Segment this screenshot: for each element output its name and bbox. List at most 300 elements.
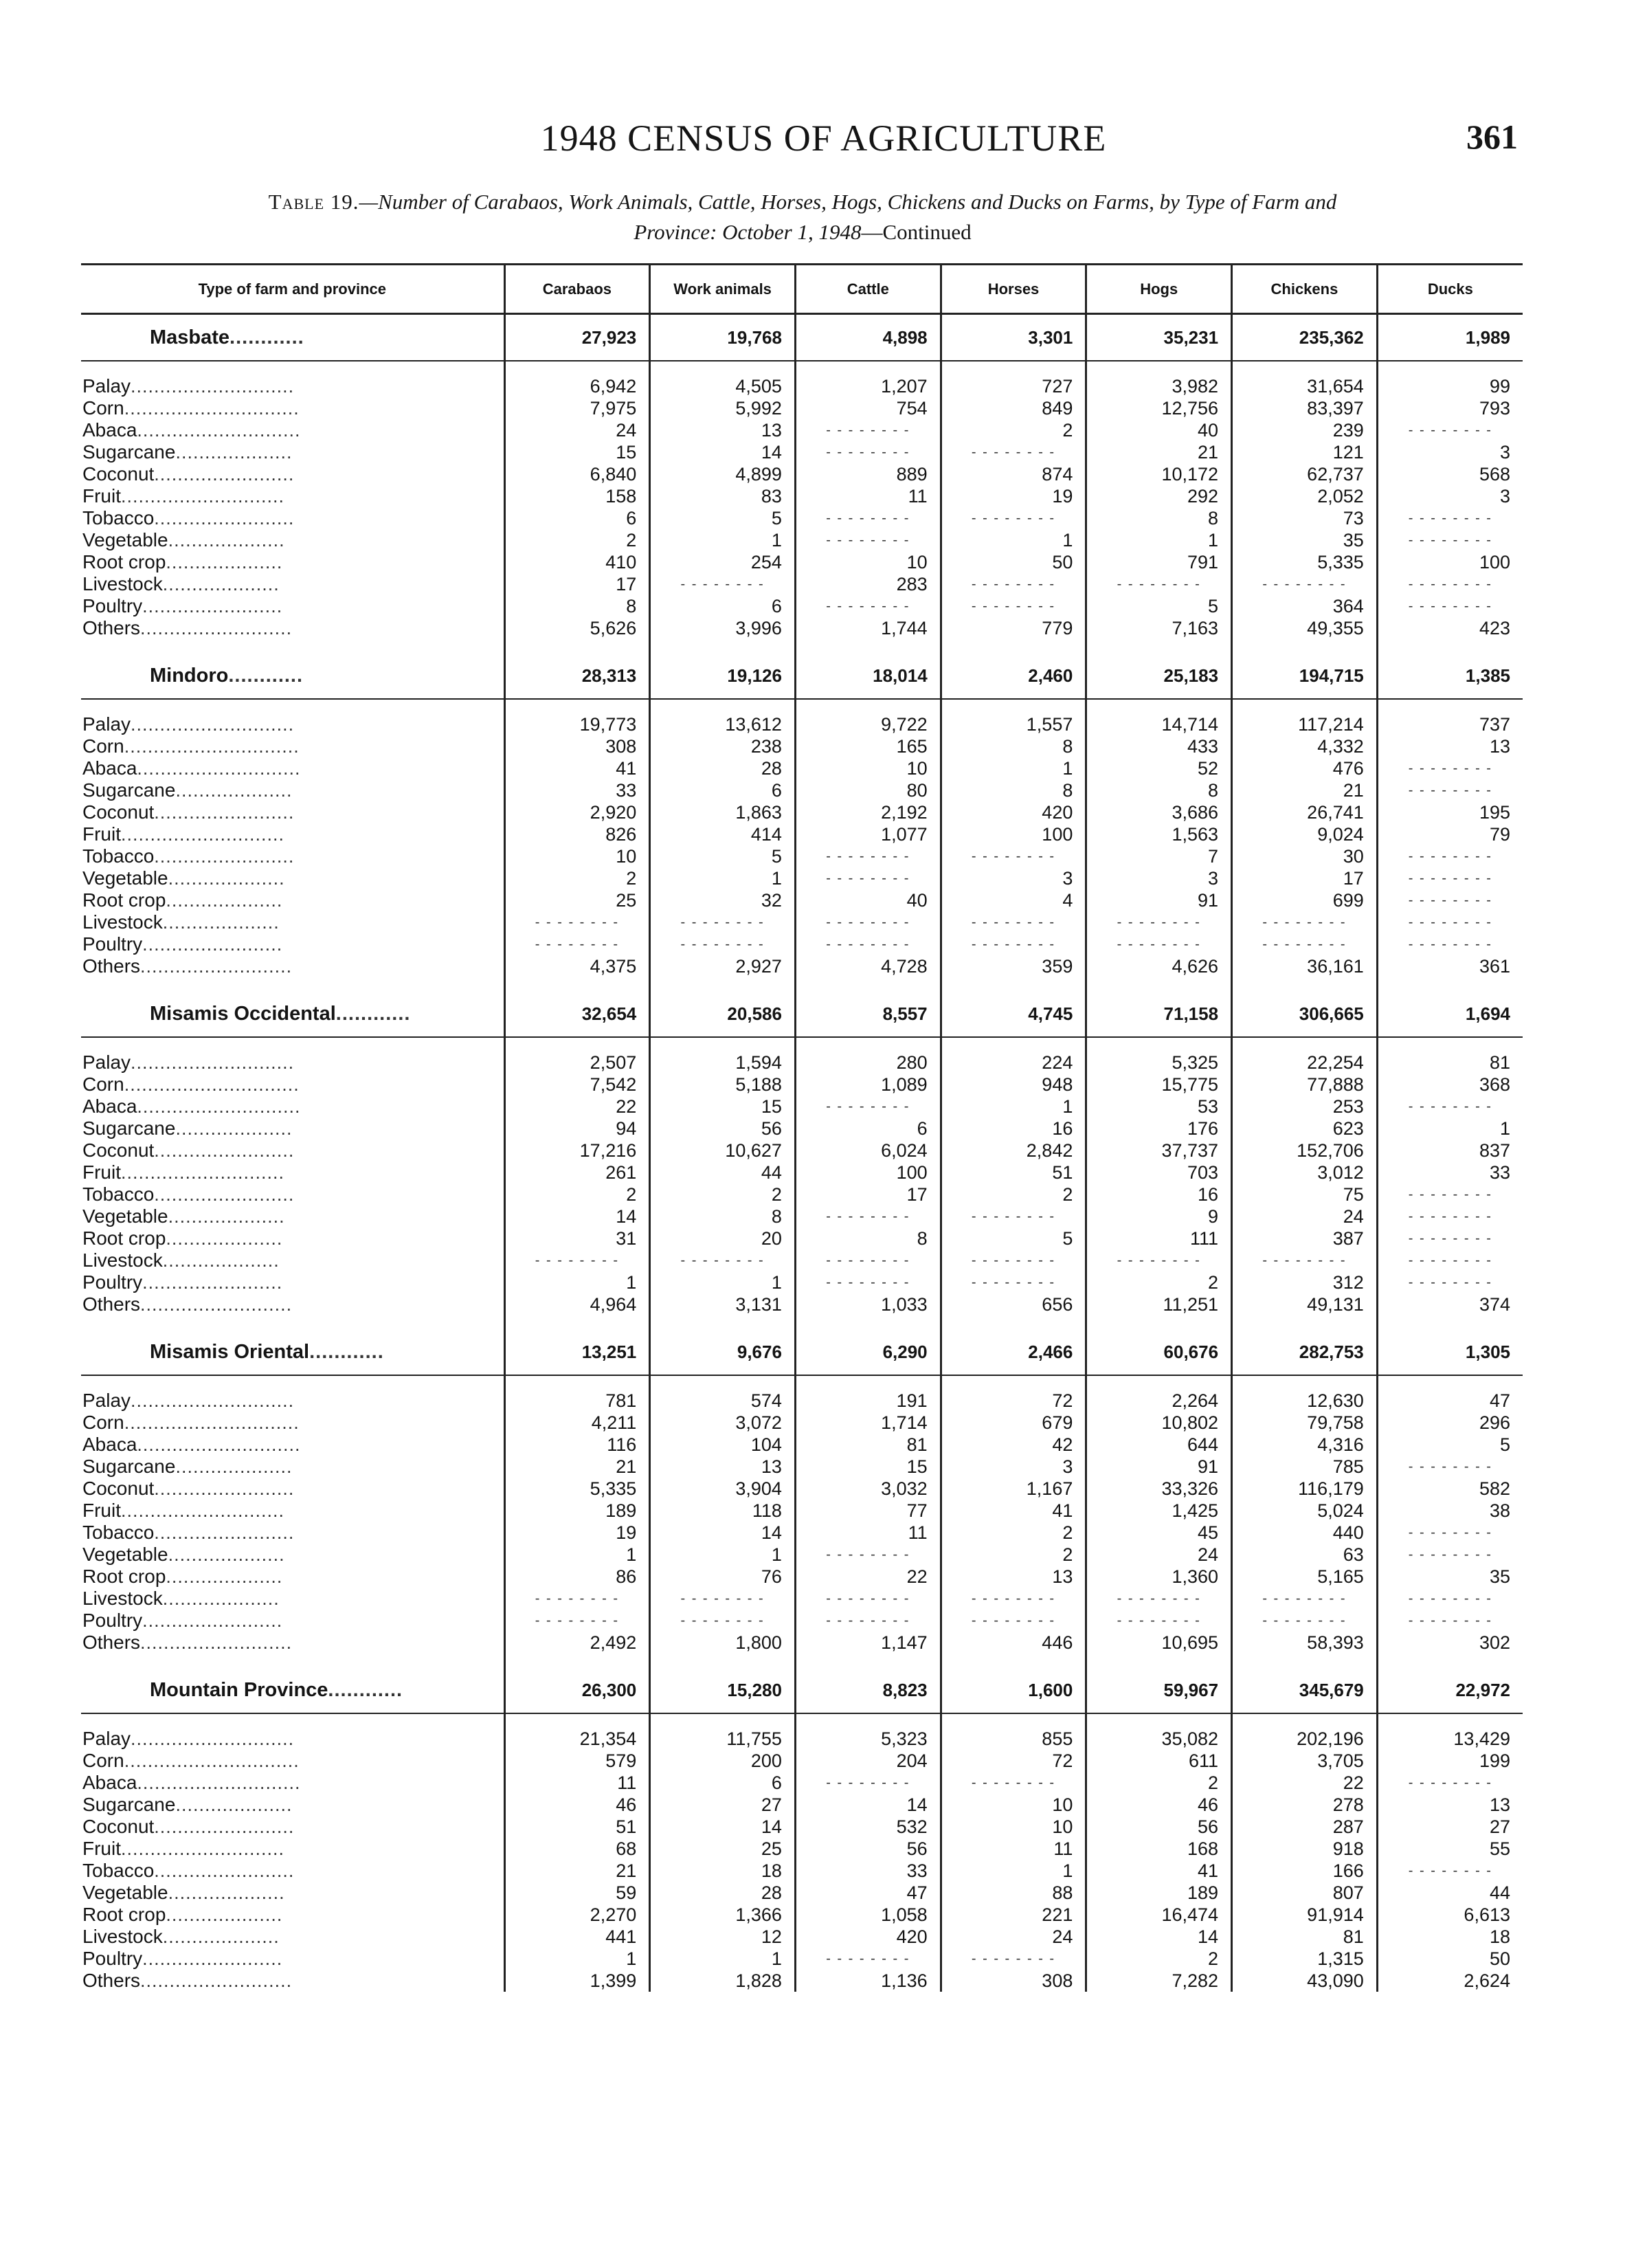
- value-cell: 11,251: [1086, 1293, 1232, 1315]
- farm-type-label: Root crop: [82, 551, 166, 572]
- table-body: [81, 314, 1523, 1992]
- empty-cell: - - - - - - - -: [504, 1588, 650, 1610]
- table-row: [81, 757, 1523, 779]
- farm-type-cell: [81, 735, 504, 757]
- farm-type-cell: [81, 1588, 504, 1610]
- empty-cell: - - - - - - - -: [1377, 889, 1523, 911]
- value-cell: 308: [941, 1970, 1086, 1992]
- table-row: [81, 1544, 1523, 1566]
- table-row: [81, 1390, 1523, 1412]
- farm-type-cell: [81, 801, 504, 823]
- value-cell: 253: [1232, 1096, 1378, 1118]
- farm-type-label: Root crop: [82, 1904, 166, 1925]
- leader-dots: ....................: [166, 1566, 283, 1587]
- value-cell: 889: [795, 463, 941, 485]
- empty-cell: - - - - - - - -: [1377, 1522, 1523, 1544]
- value-cell: 5: [1377, 1434, 1523, 1456]
- farm-type-label: Livestock: [82, 1249, 163, 1271]
- farm-type-cell: [81, 1161, 504, 1183]
- farm-type-label: Root crop: [82, 1227, 166, 1249]
- value-cell: 7,163: [1086, 617, 1232, 639]
- farm-type-cell: [81, 1750, 504, 1772]
- spacer-row: [81, 699, 1523, 713]
- column-header: Hogs: [1086, 265, 1232, 314]
- value-cell: 4,332: [1232, 735, 1378, 757]
- empty-cell: - - - - - - - -: [1377, 1096, 1523, 1118]
- table-row: [81, 595, 1523, 617]
- table-row: [81, 1860, 1523, 1882]
- value-cell: 3,012: [1232, 1161, 1378, 1183]
- empty-cell: - - - - - - - -: [1232, 911, 1378, 933]
- value-cell: 16: [1086, 1183, 1232, 1205]
- empty-cell: - - - - - - - -: [795, 845, 941, 867]
- value-cell: 387: [1232, 1227, 1378, 1249]
- province-total-cell: 282,753: [1232, 1329, 1378, 1375]
- leader-dots: ..............................: [124, 1074, 300, 1095]
- value-cell: 6: [650, 779, 796, 801]
- empty-cell: - - - - - - - -: [795, 1610, 941, 1632]
- province-total-cell: 19,768: [650, 314, 796, 362]
- empty-cell: - - - - - - - -: [650, 911, 796, 933]
- column-header: Work animals: [650, 265, 796, 314]
- value-cell: 11: [795, 1522, 941, 1544]
- value-cell: 6: [504, 507, 650, 529]
- column-header: Ducks: [1377, 265, 1523, 314]
- table-title-line2: Province: October 1, 1948: [634, 220, 862, 244]
- value-cell: 50: [1377, 1948, 1523, 1970]
- value-cell: 9,722: [795, 713, 941, 735]
- province-total-cell: 1,989: [1377, 314, 1523, 362]
- value-cell: 1,058: [795, 1904, 941, 1926]
- empty-cell: - - - - - - - -: [795, 1096, 941, 1118]
- value-cell: 3,072: [650, 1412, 796, 1434]
- value-cell: 15: [650, 1096, 796, 1118]
- spacer-row: [81, 361, 1523, 375]
- province-total-cell: 71,158: [1086, 991, 1232, 1037]
- value-cell: 121: [1232, 441, 1378, 463]
- empty-cell: - - - - - - - -: [941, 933, 1086, 955]
- value-cell: 568: [1377, 463, 1523, 485]
- province-total-cell: 19,126: [650, 653, 796, 699]
- value-cell: 12,756: [1086, 397, 1232, 419]
- table-row: [81, 529, 1523, 551]
- value-cell: 18: [650, 1860, 796, 1882]
- value-cell: 4,211: [504, 1412, 650, 1434]
- value-cell: 51: [941, 1161, 1086, 1183]
- empty-cell: - - - - - - - -: [795, 441, 941, 463]
- value-cell: 1,594: [650, 1052, 796, 1074]
- table-row: [81, 713, 1523, 735]
- table-row: [81, 1096, 1523, 1118]
- value-cell: 28: [650, 757, 796, 779]
- empty-cell: - - - - - - - -: [1232, 1249, 1378, 1271]
- value-cell: 8: [795, 1227, 941, 1249]
- leader-dots: ....................: [175, 442, 293, 463]
- province-total-cell: 345,679: [1232, 1667, 1378, 1713]
- farm-type-cell: [81, 1772, 504, 1794]
- value-cell: 6,613: [1377, 1904, 1523, 1926]
- farm-type-cell: [81, 713, 504, 735]
- value-cell: 4,375: [504, 955, 650, 977]
- empty-cell: - - - - - - - -: [941, 441, 1086, 463]
- leader-dots: ........................: [154, 508, 295, 529]
- farm-type-label: Corn: [82, 735, 124, 757]
- value-cell: 312: [1232, 1271, 1378, 1293]
- value-cell: 1: [650, 1271, 796, 1293]
- province-total-cell: 15,280: [650, 1667, 796, 1713]
- farm-type-label: Tobacco: [82, 1183, 155, 1205]
- table-row: [81, 801, 1523, 823]
- empty-cell: - - - - - - - -: [650, 1249, 796, 1271]
- value-cell: 189: [1086, 1882, 1232, 1904]
- farm-type-label: Livestock: [82, 573, 163, 594]
- province-total-cell: 26,300: [504, 1667, 650, 1713]
- leader-dots: ............: [228, 664, 304, 687]
- province-total-row: [81, 1329, 1523, 1375]
- value-cell: 12,630: [1232, 1390, 1378, 1412]
- farm-type-cell: [81, 1205, 504, 1227]
- value-cell: 14: [1086, 1926, 1232, 1948]
- farm-type-label: Abaca: [82, 1096, 137, 1117]
- value-cell: 72: [941, 1390, 1086, 1412]
- farm-type-cell: [81, 1456, 504, 1478]
- province-total-row: [81, 991, 1523, 1037]
- leader-dots: ....................: [175, 1456, 293, 1477]
- spacer-row: [81, 1654, 1523, 1667]
- value-cell: 195: [1377, 801, 1523, 823]
- value-cell: 420: [941, 801, 1086, 823]
- farm-type-label: Fruit: [82, 1161, 121, 1183]
- table-row: [81, 1412, 1523, 1434]
- value-cell: 280: [795, 1052, 941, 1074]
- leader-dots: ..............................: [124, 736, 300, 757]
- value-cell: 2,270: [504, 1904, 650, 1926]
- farm-type-label: Coconut: [82, 1139, 155, 1161]
- leader-dots: ..........................: [140, 1294, 293, 1315]
- spacer-row: [81, 1375, 1523, 1390]
- empty-cell: - - - - - - - -: [795, 1249, 941, 1271]
- value-cell: 302: [1377, 1632, 1523, 1654]
- value-cell: 611: [1086, 1750, 1232, 1772]
- farm-type-label: Vegetable: [82, 1882, 168, 1903]
- empty-cell: - - - - - - - -: [941, 1772, 1086, 1794]
- table-row: [81, 1948, 1523, 1970]
- value-cell: 420: [795, 1926, 941, 1948]
- farm-type-cell: [81, 955, 504, 977]
- value-cell: 30: [1232, 845, 1378, 867]
- value-cell: 1: [941, 1860, 1086, 1882]
- farm-type-label: Fruit: [82, 823, 121, 845]
- value-cell: 278: [1232, 1794, 1378, 1816]
- value-cell: 24: [1232, 1205, 1378, 1227]
- farm-type-label: Palay: [82, 375, 131, 397]
- value-cell: 918: [1232, 1838, 1378, 1860]
- table-row: [81, 933, 1523, 955]
- value-cell: 254: [650, 551, 796, 573]
- value-cell: 292: [1086, 485, 1232, 507]
- value-cell: 52: [1086, 757, 1232, 779]
- value-cell: 4: [941, 889, 1086, 911]
- farm-type-cell: [81, 507, 504, 529]
- value-cell: 47: [1377, 1390, 1523, 1412]
- farm-type-label: Vegetable: [82, 867, 168, 889]
- value-cell: 40: [795, 889, 941, 911]
- empty-cell: - - - - - - - -: [941, 507, 1086, 529]
- leader-dots: ....................: [162, 574, 280, 594]
- leader-dots: ....................: [168, 530, 285, 551]
- value-cell: 446: [941, 1632, 1086, 1654]
- value-cell: 12: [650, 1926, 796, 1948]
- value-cell: 100: [1377, 551, 1523, 573]
- farm-type-cell: [81, 1728, 504, 1750]
- farm-type-cell: [81, 551, 504, 573]
- empty-cell: - - - - - - - -: [941, 1610, 1086, 1632]
- farm-type-label: Vegetable: [82, 1544, 168, 1565]
- empty-cell: - - - - - - - -: [1377, 595, 1523, 617]
- leader-dots: ....................: [166, 890, 283, 911]
- value-cell: 5,626: [504, 617, 650, 639]
- leader-dots: ....................: [162, 1588, 280, 1609]
- value-cell: 1: [1086, 529, 1232, 551]
- value-cell: 1: [650, 1544, 796, 1566]
- farm-type-label: Abaca: [82, 1772, 137, 1793]
- spacer-row: [81, 1037, 1523, 1052]
- empty-cell: - - - - - - - -: [1232, 933, 1378, 955]
- province-label: Misamis Oriental: [150, 1340, 310, 1363]
- table-label: Table 19.: [268, 190, 359, 214]
- farm-type-cell: [81, 1412, 504, 1434]
- value-cell: 855: [941, 1728, 1086, 1750]
- province-total-cell: 1,385: [1377, 653, 1523, 699]
- value-cell: 1,863: [650, 801, 796, 823]
- farm-type-label: Coconut: [82, 801, 155, 823]
- farm-type-cell: [81, 1544, 504, 1566]
- empty-cell: - - - - - - - -: [1086, 1588, 1232, 1610]
- value-cell: 21: [504, 1456, 650, 1478]
- empty-cell: - - - - - - - -: [1377, 1456, 1523, 1478]
- empty-cell: - - - - - - - -: [1377, 867, 1523, 889]
- value-cell: 826: [504, 823, 650, 845]
- table-row: [81, 1970, 1523, 1992]
- farm-type-cell: [81, 1500, 504, 1522]
- value-cell: 532: [795, 1816, 941, 1838]
- value-cell: 43,090: [1232, 1970, 1378, 1992]
- value-cell: 582: [1377, 1478, 1523, 1500]
- table-row: [81, 507, 1523, 529]
- value-cell: 2: [941, 1522, 1086, 1544]
- farm-type-label: Vegetable: [82, 529, 168, 551]
- value-cell: 9: [1086, 1205, 1232, 1227]
- value-cell: 11: [941, 1838, 1086, 1860]
- empty-cell: - - - - - - - -: [1086, 1249, 1232, 1271]
- value-cell: 165: [795, 735, 941, 757]
- value-cell: 99: [1377, 375, 1523, 397]
- farm-type-cell: [81, 1816, 504, 1838]
- value-cell: 8: [650, 1205, 796, 1227]
- value-cell: 3,131: [650, 1293, 796, 1315]
- value-cell: 91: [1086, 1456, 1232, 1478]
- table-row: [81, 1052, 1523, 1074]
- value-cell: 15: [504, 441, 650, 463]
- value-cell: 22: [795, 1566, 941, 1588]
- column-header: Cattle: [795, 265, 941, 314]
- value-cell: 2,507: [504, 1052, 650, 1074]
- province-total-cell: 28,313: [504, 653, 650, 699]
- value-cell: 16: [941, 1118, 1086, 1139]
- empty-cell: - - - - - - - -: [795, 1948, 941, 1970]
- farm-type-cell: [81, 441, 504, 463]
- value-cell: 22: [504, 1096, 650, 1118]
- value-cell: 221: [941, 1904, 1086, 1926]
- value-cell: 1,744: [795, 617, 941, 639]
- empty-cell: - - - - - - - -: [1377, 529, 1523, 551]
- leader-dots: ............................: [137, 1434, 301, 1455]
- value-cell: 754: [795, 397, 941, 419]
- leader-dots: ....................: [162, 912, 280, 933]
- empty-cell: - - - - - - - -: [941, 1271, 1086, 1293]
- table-row: [81, 1926, 1523, 1948]
- farm-type-cell: [81, 1882, 504, 1904]
- value-cell: 6: [650, 595, 796, 617]
- value-cell: 53: [1086, 1096, 1232, 1118]
- value-cell: 414: [650, 823, 796, 845]
- value-cell: 5,335: [504, 1478, 650, 1500]
- value-cell: 46: [1086, 1794, 1232, 1816]
- province-total-cell: 22,972: [1377, 1667, 1523, 1713]
- farm-type-cell: [81, 1632, 504, 1654]
- leader-dots: ....................: [175, 780, 293, 801]
- province-total-cell: 9,676: [650, 1329, 796, 1375]
- leader-dots: ........................: [154, 846, 295, 867]
- table-title: —Number of Carabaos, Work Animals, Cattle, Horses, Hogs, Chickens and Ducks on Farms, by Type of Farm and: [359, 190, 1337, 214]
- value-cell: 5: [1086, 595, 1232, 617]
- value-cell: 91: [1086, 889, 1232, 911]
- table-row: [81, 1434, 1523, 1456]
- empty-cell: - - - - - - - -: [650, 1610, 796, 1632]
- value-cell: 14: [650, 441, 796, 463]
- table-row: [81, 1478, 1523, 1500]
- value-cell: 807: [1232, 1882, 1378, 1904]
- farm-type-label: Poultry: [82, 595, 143, 616]
- table-row: [81, 1249, 1523, 1271]
- table-row: [81, 889, 1523, 911]
- column-header: Horses: [941, 265, 1086, 314]
- value-cell: 79,758: [1232, 1412, 1378, 1434]
- empty-cell: - - - - - - - -: [941, 1205, 1086, 1227]
- leader-dots: ..........................: [140, 1632, 293, 1653]
- table-row: [81, 735, 1523, 757]
- value-cell: 1,360: [1086, 1566, 1232, 1588]
- value-cell: 168: [1086, 1838, 1232, 1860]
- farm-type-label: Abaca: [82, 757, 137, 779]
- empty-cell: - - - - - - - -: [795, 1544, 941, 1566]
- value-cell: 2: [504, 867, 650, 889]
- table-row: [81, 1882, 1523, 1904]
- value-cell: 77: [795, 1500, 941, 1522]
- leader-dots: ............: [335, 1002, 411, 1025]
- value-cell: 86: [504, 1566, 650, 1588]
- province-total-cell: 235,362: [1232, 314, 1378, 362]
- value-cell: 56: [1086, 1816, 1232, 1838]
- value-cell: 40: [1086, 419, 1232, 441]
- leader-dots: ............................: [137, 1772, 301, 1793]
- value-cell: 3: [1377, 485, 1523, 507]
- leader-dots: ..........................: [140, 956, 293, 977]
- value-cell: 100: [795, 1161, 941, 1183]
- value-cell: 4,505: [650, 375, 796, 397]
- table-row: [81, 1500, 1523, 1522]
- leader-dots: ........................: [142, 934, 283, 955]
- value-cell: 837: [1377, 1139, 1523, 1161]
- value-cell: 699: [1232, 889, 1378, 911]
- farm-type-cell: [81, 1904, 504, 1926]
- value-cell: 11: [504, 1772, 650, 1794]
- farm-type-label: Corn: [82, 1074, 124, 1095]
- farm-type-label: Tobacco: [82, 507, 155, 529]
- farm-type-cell: [81, 1139, 504, 1161]
- value-cell: 19,773: [504, 713, 650, 735]
- value-cell: 31: [504, 1227, 650, 1249]
- farm-type-cell: [81, 889, 504, 911]
- value-cell: 41: [1086, 1860, 1232, 1882]
- value-cell: 359: [941, 955, 1086, 977]
- value-cell: 26,741: [1232, 801, 1378, 823]
- table-row: [81, 1205, 1523, 1227]
- farm-type-cell: [81, 419, 504, 441]
- table-header-row: [81, 265, 1523, 314]
- value-cell: 199: [1377, 1750, 1523, 1772]
- farm-type-label: Fruit: [82, 1838, 121, 1859]
- value-cell: 296: [1377, 1412, 1523, 1434]
- value-cell: 25: [504, 889, 650, 911]
- value-cell: 1,366: [650, 1904, 796, 1926]
- value-cell: 21: [1232, 779, 1378, 801]
- province-total-cell: 1,694: [1377, 991, 1523, 1037]
- value-cell: 9,024: [1232, 823, 1378, 845]
- leader-dots: ..........................: [140, 618, 293, 638]
- empty-cell: - - - - - - - -: [941, 1588, 1086, 1610]
- value-cell: 83,397: [1232, 397, 1378, 419]
- empty-cell: - - - - - - - -: [504, 1610, 650, 1632]
- table-row: [81, 1772, 1523, 1794]
- farm-type-label: Tobacco: [82, 845, 155, 867]
- farm-type-cell: [81, 1096, 504, 1118]
- value-cell: 441: [504, 1926, 650, 1948]
- value-cell: 1: [941, 1096, 1086, 1118]
- value-cell: 1: [941, 529, 1086, 551]
- table-row: [81, 441, 1523, 463]
- value-cell: 3,982: [1086, 375, 1232, 397]
- value-cell: 737: [1377, 713, 1523, 735]
- farm-type-label: Fruit: [82, 485, 121, 507]
- value-cell: 14: [504, 1205, 650, 1227]
- value-cell: 5,992: [650, 397, 796, 419]
- empty-cell: - - - - - - - -: [941, 845, 1086, 867]
- value-cell: 1: [504, 1271, 650, 1293]
- leader-dots: ....................: [168, 1544, 285, 1565]
- value-cell: 781: [504, 1390, 650, 1412]
- empty-cell: - - - - - - - -: [504, 911, 650, 933]
- leader-dots: ..............................: [124, 1750, 300, 1771]
- farm-type-label: Sugarcane: [82, 441, 176, 463]
- value-cell: 42: [941, 1434, 1086, 1456]
- farm-type-cell: [81, 1271, 504, 1293]
- value-cell: 1: [650, 867, 796, 889]
- empty-cell: - - - - - - - -: [1232, 1588, 1378, 1610]
- table-row: [81, 1566, 1523, 1588]
- table-row: [81, 463, 1523, 485]
- empty-cell: - - - - - - - -: [1232, 1610, 1378, 1632]
